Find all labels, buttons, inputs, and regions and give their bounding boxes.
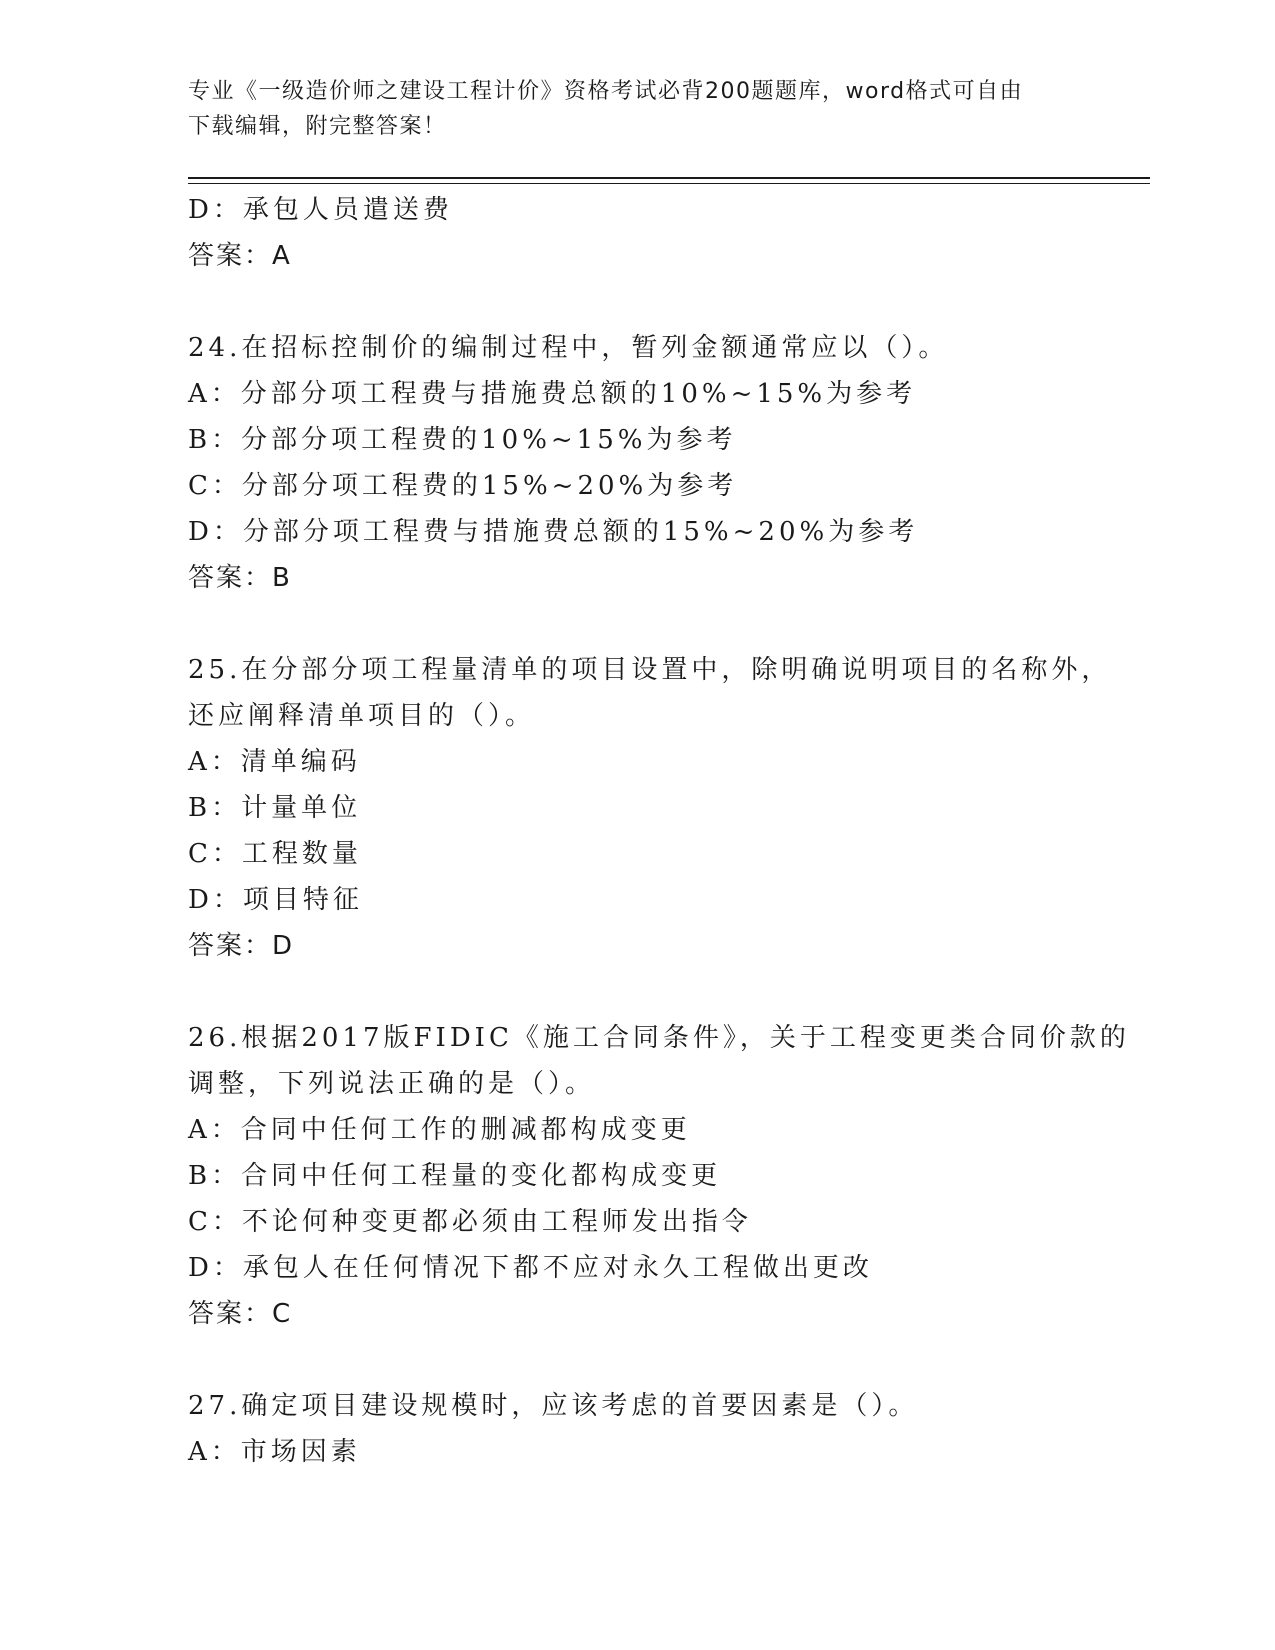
question-26 bbox=[188, 1015, 1130, 1337]
question-25 bbox=[188, 647, 1112, 969]
header-divider-thin bbox=[188, 183, 1150, 184]
question-list bbox=[188, 187, 1130, 1475]
option-d: D：承包人员遣送费 bbox=[188, 195, 453, 225]
document-header bbox=[188, 74, 1088, 144]
header-line-2: 下载编辑，附完整答案！ bbox=[188, 114, 447, 139]
question-stem: 26.根据2017版FIDIC《施工合同条件》，关于工程变更类合同价款的 bbox=[188, 1023, 1130, 1053]
option-a: A：市场因素 bbox=[188, 1437, 361, 1467]
answer-line: 答案：B bbox=[188, 563, 292, 593]
option-a: A：分部分项工程费与措施费总额的10%~15%为参考 bbox=[188, 379, 917, 409]
option-c: C：工程数量 bbox=[188, 839, 362, 869]
option-d: D：项目特征 bbox=[188, 885, 363, 915]
option-c: C：分部分项工程费的15%~20%为参考 bbox=[188, 471, 738, 501]
spacer bbox=[188, 601, 1088, 647]
spacer bbox=[188, 1337, 1088, 1383]
question-23-tail bbox=[188, 187, 1088, 279]
answer-line: 答案：D bbox=[188, 931, 295, 961]
question-stem: 25.在分部分项工程量清单的项目设置中，除明确说明项目的名称外， bbox=[188, 655, 1112, 685]
header-divider-thick bbox=[188, 177, 1150, 179]
question-stem-continued: 还应阐释清单项目的（）。 bbox=[188, 701, 536, 731]
answer-line: 答案：A bbox=[188, 241, 292, 271]
spacer bbox=[188, 279, 1088, 325]
option-b: B：计量单位 bbox=[188, 793, 362, 823]
question-24 bbox=[188, 325, 1088, 601]
option-d: D：分部分项工程费与措施费总额的15%~20%为参考 bbox=[188, 517, 919, 547]
option-b: B：合同中任何工程量的变化都构成变更 bbox=[188, 1161, 722, 1191]
answer-line: 答案：C bbox=[188, 1299, 293, 1329]
option-d: D：承包人在任何情况下都不应对永久工程做出更改 bbox=[188, 1253, 873, 1283]
option-b: B：分部分项工程费的10%~15%为参考 bbox=[188, 425, 737, 455]
spacer bbox=[188, 969, 1088, 1015]
question-stem: 27.确定项目建设规模时，应该考虑的首要因素是（）。 bbox=[188, 1391, 919, 1421]
option-c: C：不论何种变更都必须由工程师发出指令 bbox=[188, 1207, 752, 1237]
question-stem-continued: 调整，下列说法正确的是（）。 bbox=[188, 1069, 596, 1099]
header-line-1: 专业《一级造价师之建设工程计价》资格考试必背200题题库，word格式可自由 bbox=[188, 79, 1024, 104]
question-27 bbox=[188, 1383, 1088, 1475]
option-a: A：清单编码 bbox=[188, 747, 361, 777]
question-stem: 24.在招标控制价的编制过程中，暂列金额通常应以（）。 bbox=[188, 333, 949, 363]
option-a: A：合同中任何工作的删减都构成变更 bbox=[188, 1115, 691, 1145]
